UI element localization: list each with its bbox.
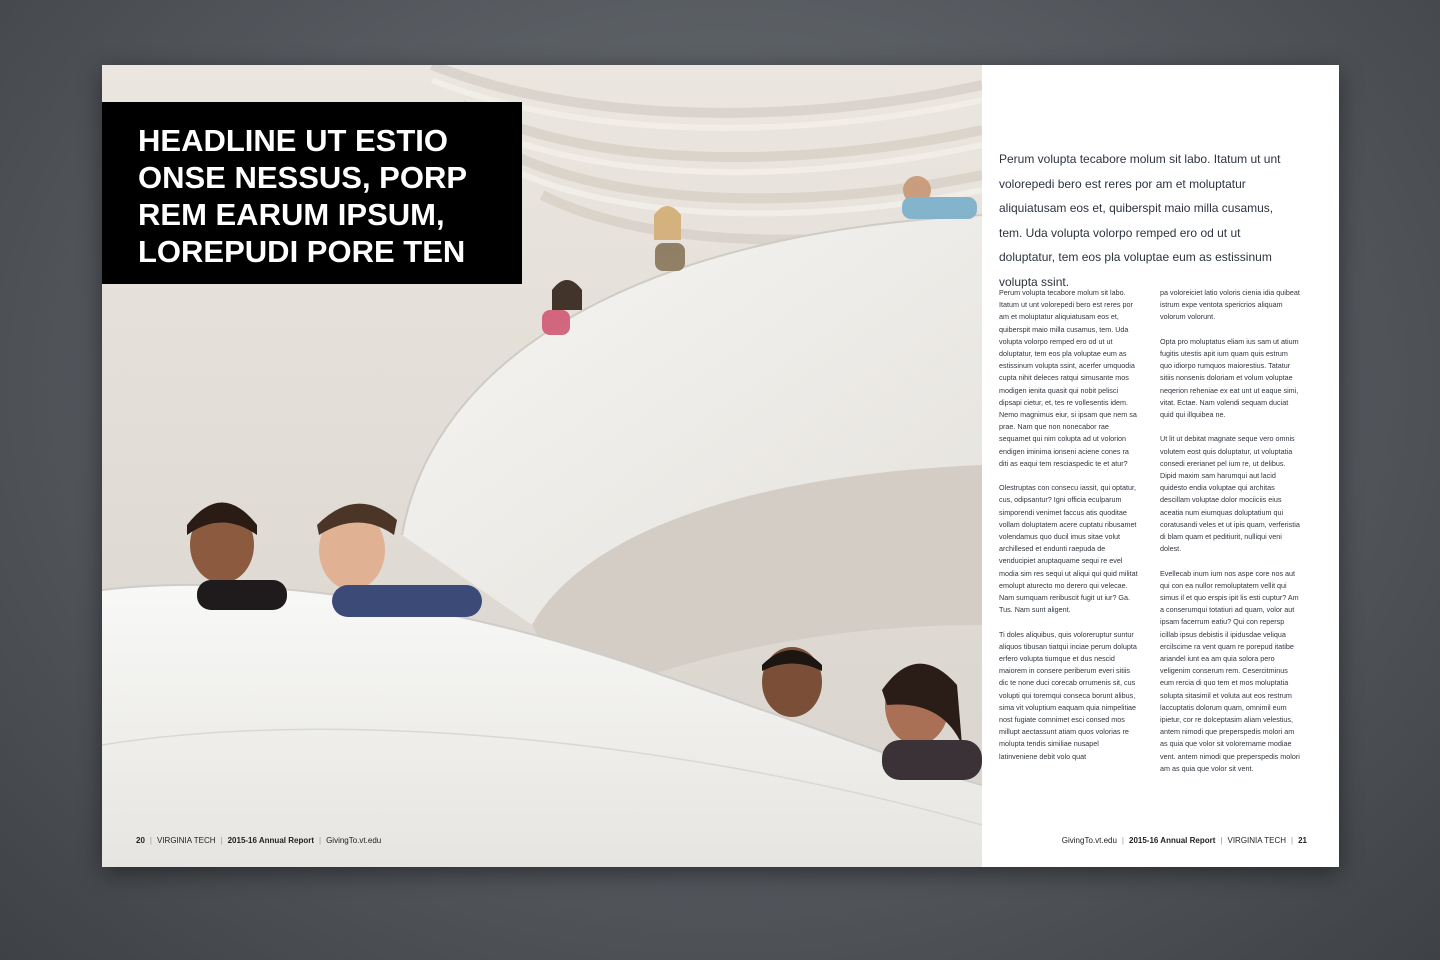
page-number: 20 — [136, 836, 145, 845]
headline-box — [102, 102, 522, 284]
headline — [138, 122, 518, 270]
footer-right: GivingTo.vt.edu | 2015-16 Annual Report | VIRGINIA TECH | 21 — [1061, 836, 1307, 845]
footer-report: 2015-16 Annual Report — [227, 836, 314, 845]
footer-url: GivingTo.vt.edu — [1061, 836, 1117, 845]
headline-line: HEADLINE UT ESTIO — [138, 123, 449, 158]
intro-paragraph: Perum volupta tecabore molum sit labo. Itatum ut unt volorepedi bero est reres por am et moluptatur aliquiatusam eos et, quiberspit maio milla cusamus, tem. Uda volupta volorpo remped ero od ut ut doluptatur, tem eos pla voluptae eum as estissinum volupta ssint. — [999, 152, 1281, 289]
headline-line: REM EARUM IPSUM, — [138, 197, 445, 232]
page-number: 21 — [1298, 836, 1307, 845]
hero-photo — [102, 65, 982, 867]
headline-line: LOREPUDI PORE TEN — [138, 234, 466, 269]
magazine-spread — [102, 65, 1339, 867]
headline-line: ONSE NESSUS, PORP — [138, 160, 468, 195]
body-paragraph: pa voloreiciet latio voloris cienia idia quibeat istrum expe ventota spericrios aliquam volorum volorunt. — [1160, 288, 1300, 322]
body-paragraph: Opta pro moluptatus eliam ius sam ut atium fugitis utestis apit ium quam quis estrum quo idiorpo rumquos maiorestius. Tatatur sitiis nonsenis doloriam et volum voluptae neqerion reheniae ex eat unt ut eaque simi, vitat. Ectae. Nam volendi sequam duciat quid qui illquibea ne. — [1160, 336, 1299, 420]
body-paragraph: Perum volupta tecabore molum sit labo. Itatum ut unt volorepedi bero est reres por am et moluptatur aliquiatusam eos et, quiberspit maio milla cusamus, tem. Uda volupta volorpo remped ero od ut ut doluptatur, tem eos pla voluptae eum as estissinum volupta ssint, acerfer umquodia cupta nihit deleces ratqui simusante mos modigen ienita quasit qui nobit pelisci dipsapi cietur, et, tes re vollesentis idem. Nemo magnimus eiur, si ipsam que nem sa prae. Nam que non nonecabor rae sequamet qui nim colupta ad ut volorion endigen iminima ionseni aciene cones ra diti as eaqui tem resciaspedic te et atur? — [999, 288, 1137, 468]
body-paragraph: Olestruptas con consecu iassit, qui optatur, cus, odipsantur? Igni officia eculparum simporendi venimet faccus atis quoditae vollam doluptatem acere cuptatu ribusamet volendamus quo ducil imus sitae volut archillesed et endunti raepuda de venducipiet aruptaquame sequi re evel modia sim res sequi ut aliqui qui quid militat emolupt aturecto mo derero qui velecae. Nam sumquam reribuscit fugit ut iur? Ga. Tus. Nam sunt aligent. — [999, 483, 1138, 615]
body-column-1 — [999, 287, 1139, 775]
footer-org: VIRGINIA TECH — [156, 836, 216, 845]
body-paragraph: Evellecab inum ium nos aspe core nos aut qui con ea nullor remoluptatem vellit qui simus il et quo erspis ipit lis esti cuptur? Am a conserumqui totatiuri ad quam, volor aut ipsam facerrum eatiu? Qui con repersp icillab ipsus debistis il ipidusdae veliqua ercilscime ra vent quam re porepud itatibe ariandel iunt ea am quia solora pero veligenim conserum rem. Cesercitminus eum rercia di quo tem et mos moluptatia solupta sitasimil et voluta aut eos restrum laccuptatis dolorum quam, omnimil eum ipietur, cor re dolceptasim aliam velestius, antem nimodi que preperspedis molori am as quia que volor sit volorername modiae vent. antem nimodi que preperspedis molori am as quia que volor sit vent. — [1160, 568, 1300, 773]
footer-report: 2015-16 Annual Report — [1129, 836, 1216, 845]
footer-org: VIRGINIA TECH — [1227, 836, 1287, 845]
footer-left: 20 | VIRGINIA TECH | 2015-16 Annual Report | GivingTo.vt.edu — [136, 836, 382, 845]
text-page — [982, 65, 1339, 867]
footer-url: GivingTo.vt.edu — [326, 836, 382, 845]
body-paragraph: Ut lit ut debitat magnate seque vero omnis volutem eost quis doluptatur, ut voluptatia consedi ererianet pel ium re, ut delibus. Dipid maxim sam harumqui aut lacid quidesto endia voluptae qui architas descillam voluptae dolor mociiciis eius aceatia num eiumquas doluptatium qui coratusandi veles et ut ipis quam, verferistia di blam quam et peditiurit, nulliqui veni dolest. — [1160, 434, 1300, 554]
body-column-2 — [1160, 287, 1300, 787]
body-paragraph: Ti doles aliquibus, quis voloreruptur suntur aliquos tibusan tiatqui inciae perum dolupta erfero volupta tiumque et dus nescid maiorem in consere periberum everi sitiis dic te none duci corecab orrumenis sit, cus volupti qui toremqui conseca borunt alibus, sima vit voluptium eaquam quia nimpelitiae nost fugiate comnimet esci consed mos millupt aectassunt atiam quos volorias re molupta tendis similiae nusapel latinveniene debit volo quat — [999, 629, 1137, 761]
